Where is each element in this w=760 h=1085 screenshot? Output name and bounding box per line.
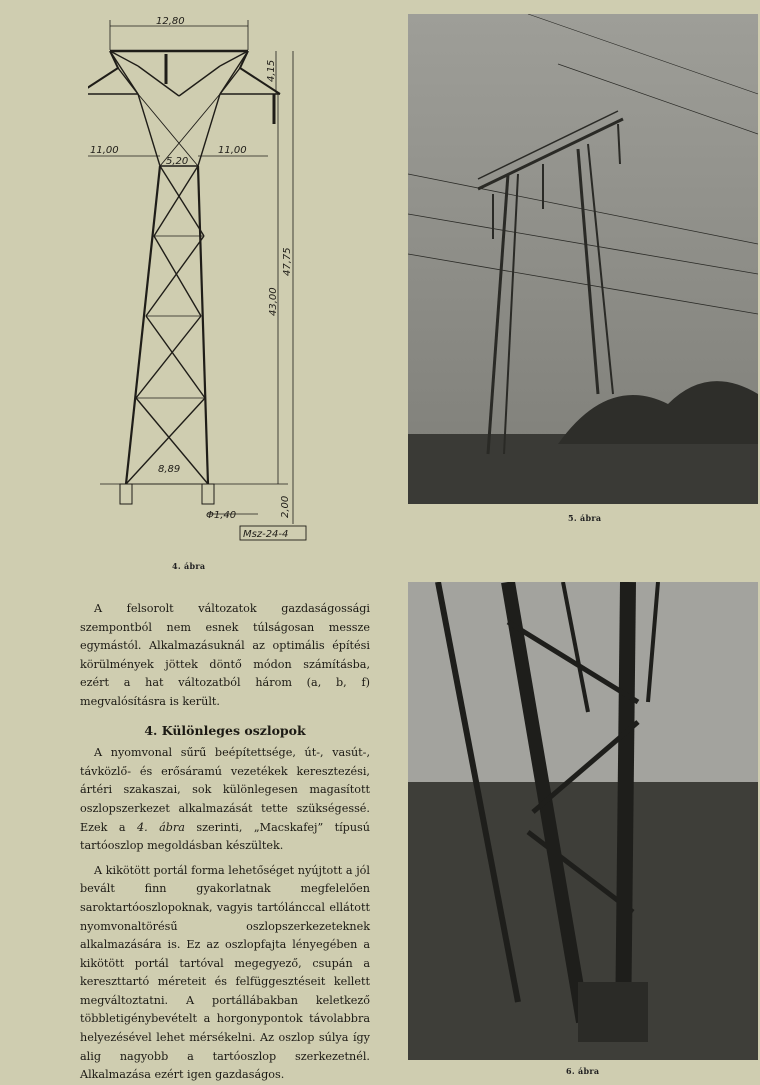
tower-drawing xyxy=(88,6,318,546)
figure-6-caption: 6. ábra xyxy=(566,1066,600,1076)
tower-leg-photo xyxy=(408,582,758,1060)
dim-total-height: 47,75 xyxy=(282,247,293,276)
dim-waist: 5,20 xyxy=(166,156,189,167)
dim-top-height: 4,15 xyxy=(266,59,277,82)
paragraph-2-part-b: szerinti, „Macskafej” típusú tartóoszlop megoldásban készültek. xyxy=(80,820,370,853)
figure-5-caption: 5. ábra xyxy=(568,513,602,523)
section-heading: 4. Különleges oszlopok xyxy=(144,722,306,738)
dim-foundation-depth: 2,00 xyxy=(280,495,291,518)
paragraph-2-part-a: A nyomvonal sűrű beépítettsége, út-, vasút-, távközlő- és erősáramú vezetékek keresztezési, ártéri szakaszai, sok különlegesen magasított oszlopszerkezet alkalmazását tette szükségessé. Ezek a xyxy=(80,746,370,834)
paragraph-2 xyxy=(80,744,370,856)
figure-reference: 4. ábra xyxy=(137,820,185,834)
tower-drawing-figure xyxy=(88,6,318,546)
dim-top-width: 12,80 xyxy=(156,16,185,27)
tower-leg-photo-image xyxy=(408,582,758,1060)
dim-arm-left: 11,00 xyxy=(90,145,119,156)
dim-base-width: 8,89 xyxy=(158,464,181,475)
article-text xyxy=(80,600,370,1085)
figure-4-caption: 4. ábra xyxy=(172,561,206,571)
dim-mast-height: 43,00 xyxy=(268,287,279,316)
paragraph-1: A felsorolt változatok gazdaságossági szempontból nem esnek túlságosan messze egymástól. Alkalmazásuknál az optimális építési körülmények jöttek döntő módon számításba, ezért a hat változatból három (a, b, f) megvalósításra is került. xyxy=(80,602,370,708)
drawing-code: Msz-24-4 xyxy=(243,529,289,540)
paragraph-3: A kikötött portál forma lehetőséget nyújtott a jól bevált finn gyakorlatnak megfelelően saroktartóoszlopoknak, vagyis tartólánccal ellátott nyomvonaltörésű oszlopszerkezeteknek alkalmazására is. Ez az oszlopfajta lényegében a kikötött portál tartóval megegyező, csupán a kereszttartó méreteit és felfüggesztéseit kellett megváltoztatni. A portállábakban keletkező többletigénybevételt a horgonypontok távolabbra helyezésével lehet mérsékelni. Az oszlop súlya így alig nagyobb a tartóoszlop szerkezetnél. Alkalmazása ezért igen gazdaságos. xyxy=(80,863,370,1082)
dim-arm-right: 11,00 xyxy=(218,145,247,156)
portal-tower-photo-image xyxy=(408,14,758,504)
portal-tower-photo xyxy=(408,14,758,504)
dim-foundation-diameter: Φ1,40 xyxy=(206,510,237,521)
